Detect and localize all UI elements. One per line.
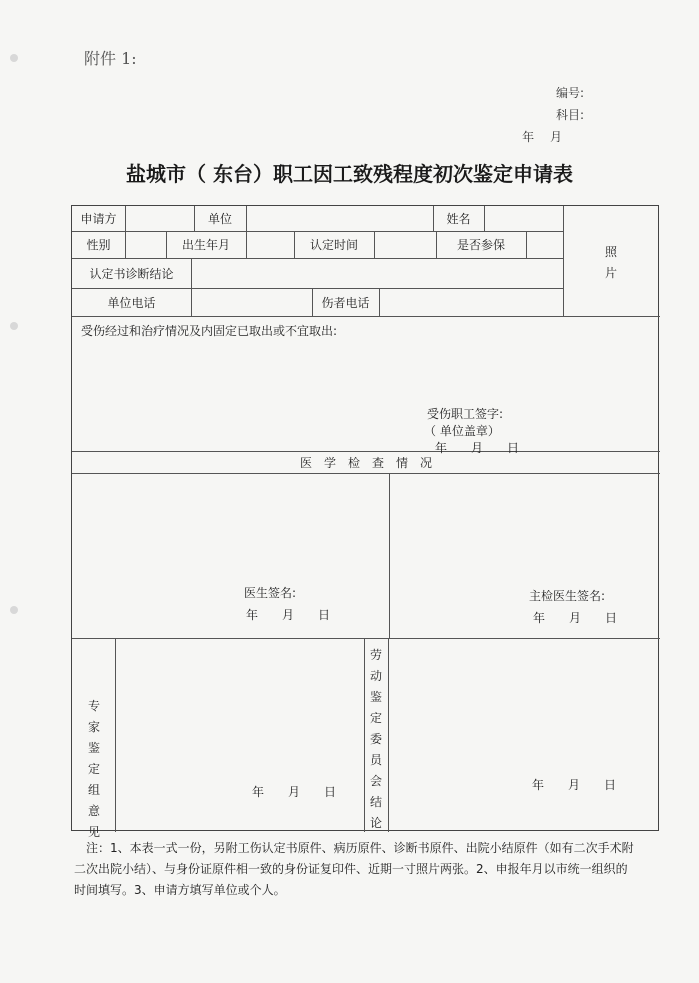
injured-phone-label: 伤者电话 [321,295,370,310]
col-line [484,206,485,231]
col-line [379,288,380,316]
number-label: 编号: [555,86,584,100]
col-line [246,231,247,258]
col-line [526,231,527,258]
col-line [191,258,192,288]
committee-conclusion-label [368,645,384,834]
worker-signature-label: 受伤职工签字: [427,407,504,421]
application-form [71,205,659,839]
col-line [364,638,365,832]
insured-label: 是否参保 [456,238,505,252]
expert-opinion-label [85,696,103,843]
unit-label: 单位 [207,212,232,226]
cert-time-label: 认定时间 [309,238,358,252]
doctor-date-label: 年 月 日 [246,608,331,622]
year-month-label: 年 月 [522,130,562,144]
birth-label: 出生年月 [181,238,230,252]
col-line [389,473,390,638]
applicant-label: 申请方 [80,212,117,226]
diagnosis-label: 认定书诊断结论 [89,266,174,281]
col-line [388,638,389,832]
col-line [125,206,126,258]
committee-conclusion-text: 劳动鉴定委员会结论 [369,648,382,830]
doctor-signature-label: 医生签名: [244,586,297,600]
unit-phone-label: 单位电话 [107,295,156,310]
binder-hole [10,606,18,614]
col-line [563,206,564,316]
unit-seal-label: （ 单位盖章） [424,424,500,438]
injury-description-label: 受伤经过和治疗情况及内固定已取出或不宜取出: [81,324,338,338]
photo-label: 照片 [604,245,617,280]
row-line [72,473,660,474]
attachment-label: 附件 1: [84,49,137,68]
committee-date-label: 年 月 日 [532,778,617,792]
col-line [374,231,375,258]
injury-date-label: 年 月 日 [435,441,520,455]
name-label: 姓名 [446,212,471,226]
chief-doctor-signature-label: 主检医生签名: [529,589,606,603]
row-line [72,638,660,639]
chief-doctor-date-label: 年 月 日 [533,611,618,625]
expert-date-label: 年 月 日 [252,785,337,799]
col-line [191,288,192,316]
col-line [246,206,247,231]
gender-label: 性别 [86,238,111,252]
col-line [115,638,116,832]
expert-opinion-text: 专家鉴定组意见 [87,699,100,839]
footnote: 注：1、本表一式一份，另附工伤认定书原件、病历原件、诊断书原件、出院小结原件（如有二次手术附二次出院小结）、与身份证原件相一致的身份证复印件、近期一寸照片两张。2、申报年月以市统一组织的时间填写。3、申请方填写单位或个人。 [74,841,634,897]
subject-label: 科目: [555,108,584,122]
row-line [72,316,660,317]
medical-exam-header: 医 学 检 查 情 况 [299,455,432,470]
form-title: 盐城市（ 东台）职工因工致残程度初次鉴定申请表 [126,162,573,186]
binder-hole [10,322,18,330]
binder-hole [10,54,18,62]
